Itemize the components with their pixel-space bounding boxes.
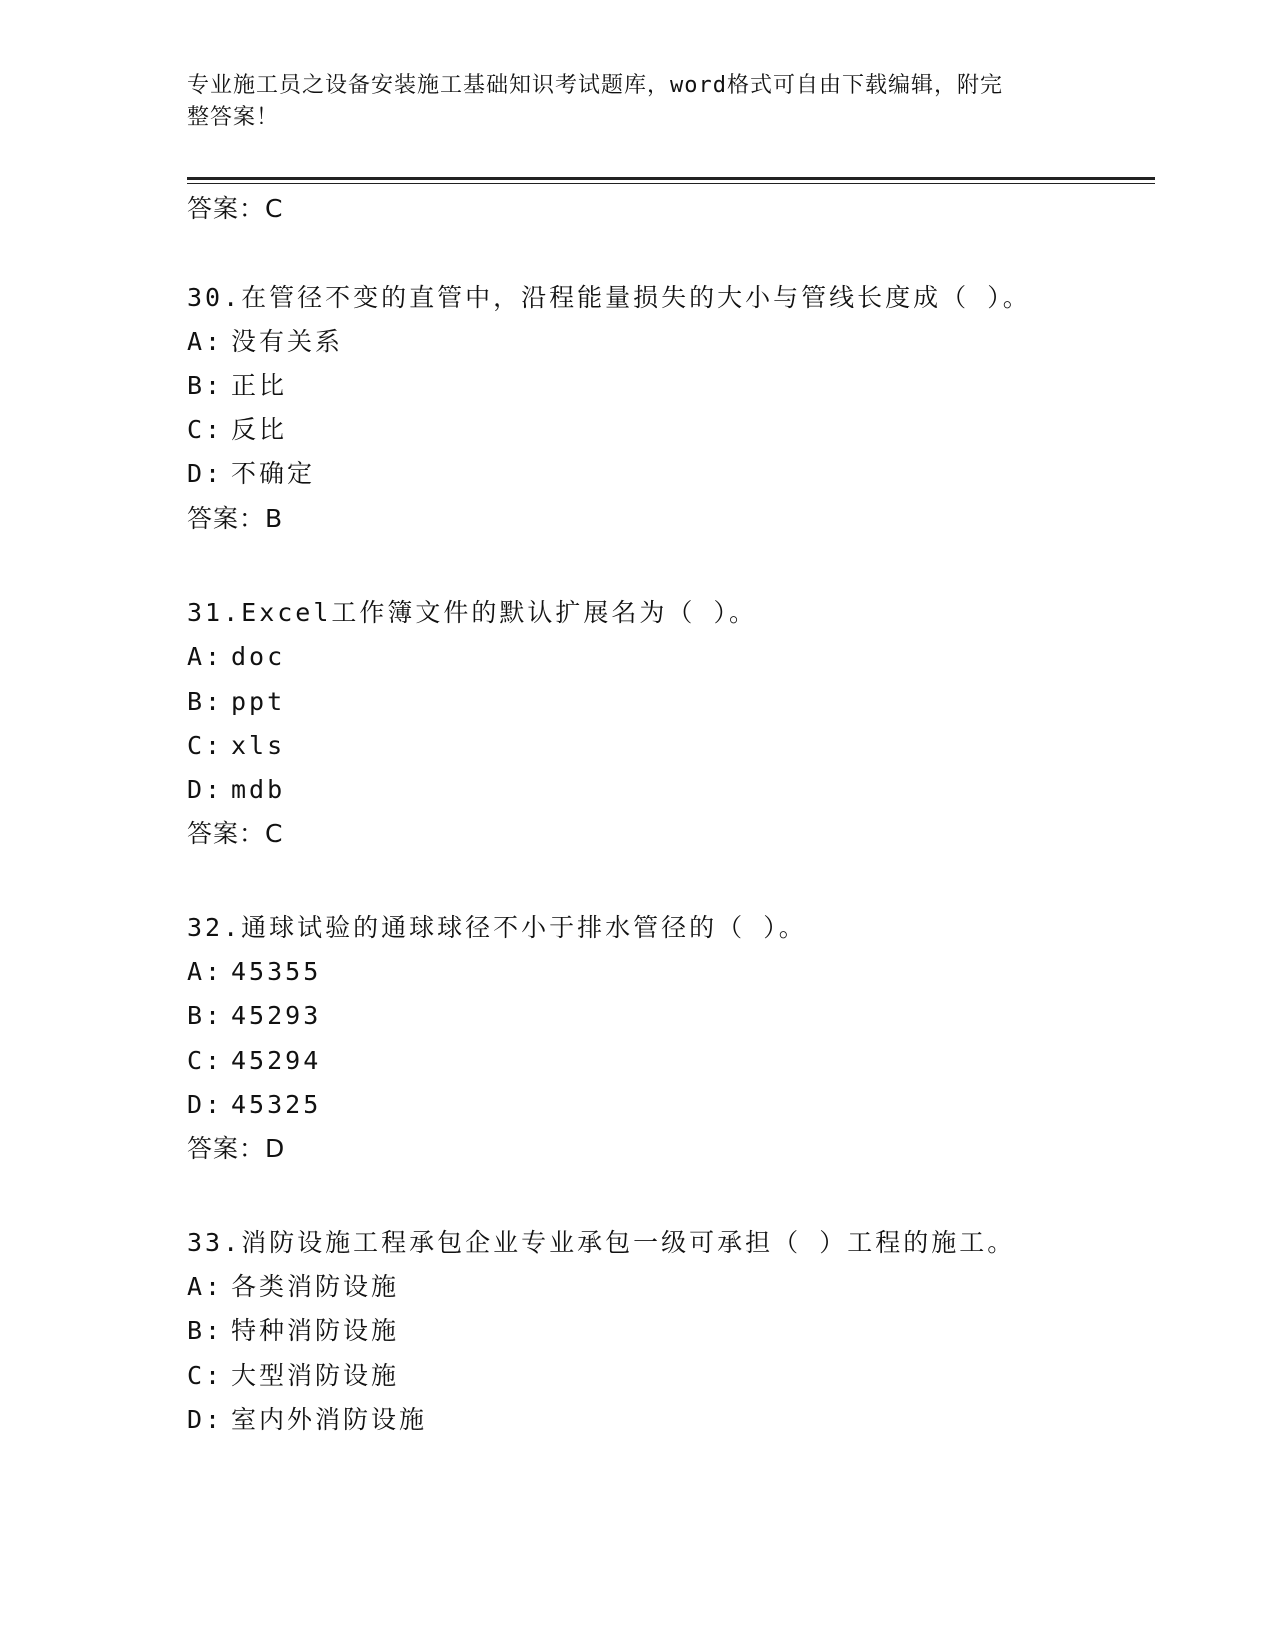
- option-text: 45355: [231, 957, 322, 986]
- question-30-answer: 答案：B: [187, 504, 284, 533]
- question-30-stem: 30.在管径不变的直管中，沿程能量损失的大小与管线长度成（ ）。: [187, 283, 1031, 312]
- question-32-answer: 答案：D: [187, 1134, 286, 1163]
- option-key: D:: [187, 459, 224, 488]
- question-33-option-c: [187, 1360, 399, 1392]
- option-key: A:: [187, 327, 224, 356]
- question-31-option-d: [187, 774, 285, 806]
- option-text: ppt: [231, 687, 286, 716]
- question-33-option-b: [187, 1315, 399, 1347]
- option-key: B:: [187, 371, 224, 400]
- option-text: 45325: [231, 1090, 322, 1119]
- question-30-option-a: [187, 326, 343, 358]
- option-text: mdb: [231, 775, 286, 804]
- option-text: 正比: [231, 371, 288, 400]
- header-title-line-2: 整答案！: [187, 105, 280, 130]
- question-33-option-d: [187, 1404, 427, 1436]
- option-key: C:: [187, 1046, 224, 1075]
- option-key: D:: [187, 1090, 224, 1119]
- question-32-option-c: [187, 1045, 321, 1077]
- option-text: 45294: [231, 1046, 322, 1075]
- document-header: [187, 70, 1087, 134]
- header-divider-thick: [187, 177, 1155, 180]
- question-31-stem: 31.Excel工作簿文件的默认扩展名为（ ）。: [187, 598, 757, 627]
- option-key: C:: [187, 1361, 224, 1390]
- option-text: 45293: [231, 1001, 322, 1030]
- option-key: C:: [187, 415, 224, 444]
- option-key: B:: [187, 1316, 224, 1345]
- header-divider-thin: [187, 183, 1155, 184]
- question-31-answer: 答案：C: [187, 819, 284, 848]
- header-title-line-1: 专业施工员之设备安装施工基础知识考试题库，word格式可自由下载编辑，附完: [187, 73, 1003, 98]
- option-text: 反比: [231, 415, 288, 444]
- option-key: A:: [187, 1272, 224, 1301]
- question-30-option-c: [187, 414, 287, 446]
- option-key: B:: [187, 687, 224, 716]
- option-text: 各类消防设施: [231, 1272, 400, 1301]
- option-text: 大型消防设施: [231, 1361, 400, 1390]
- option-key: D:: [187, 1405, 224, 1434]
- question-32-option-d: [187, 1089, 321, 1121]
- option-text: xls: [231, 731, 286, 760]
- previous-answer: 答案：C: [187, 194, 284, 223]
- option-key: C:: [187, 731, 224, 760]
- question-31-option-c: [187, 730, 285, 762]
- option-text: 没有关系: [231, 327, 344, 356]
- question-30-option-d: [187, 458, 315, 490]
- option-text: 不确定: [231, 459, 316, 488]
- question-32-option-b: [187, 1000, 321, 1032]
- option-key: A:: [187, 957, 224, 986]
- option-key: D:: [187, 775, 224, 804]
- question-33-stem: 33.消防设施工程承包企业专业承包一级可承担（ ）工程的施工。: [187, 1228, 1016, 1257]
- option-key: B:: [187, 1001, 224, 1030]
- question-32-option-a: [187, 956, 321, 988]
- question-31-option-a: [187, 641, 285, 673]
- question-31-option-b: [187, 686, 285, 718]
- option-text: 特种消防设施: [231, 1316, 400, 1345]
- option-key: A:: [187, 642, 224, 671]
- question-30-option-b: [187, 370, 287, 402]
- option-text: 室内外消防设施: [231, 1405, 428, 1434]
- option-text: doc: [231, 642, 286, 671]
- question-33-option-a: [187, 1271, 399, 1303]
- question-32-stem: 32.通球试验的通球球径不小于排水管径的（ ）。: [187, 913, 807, 942]
